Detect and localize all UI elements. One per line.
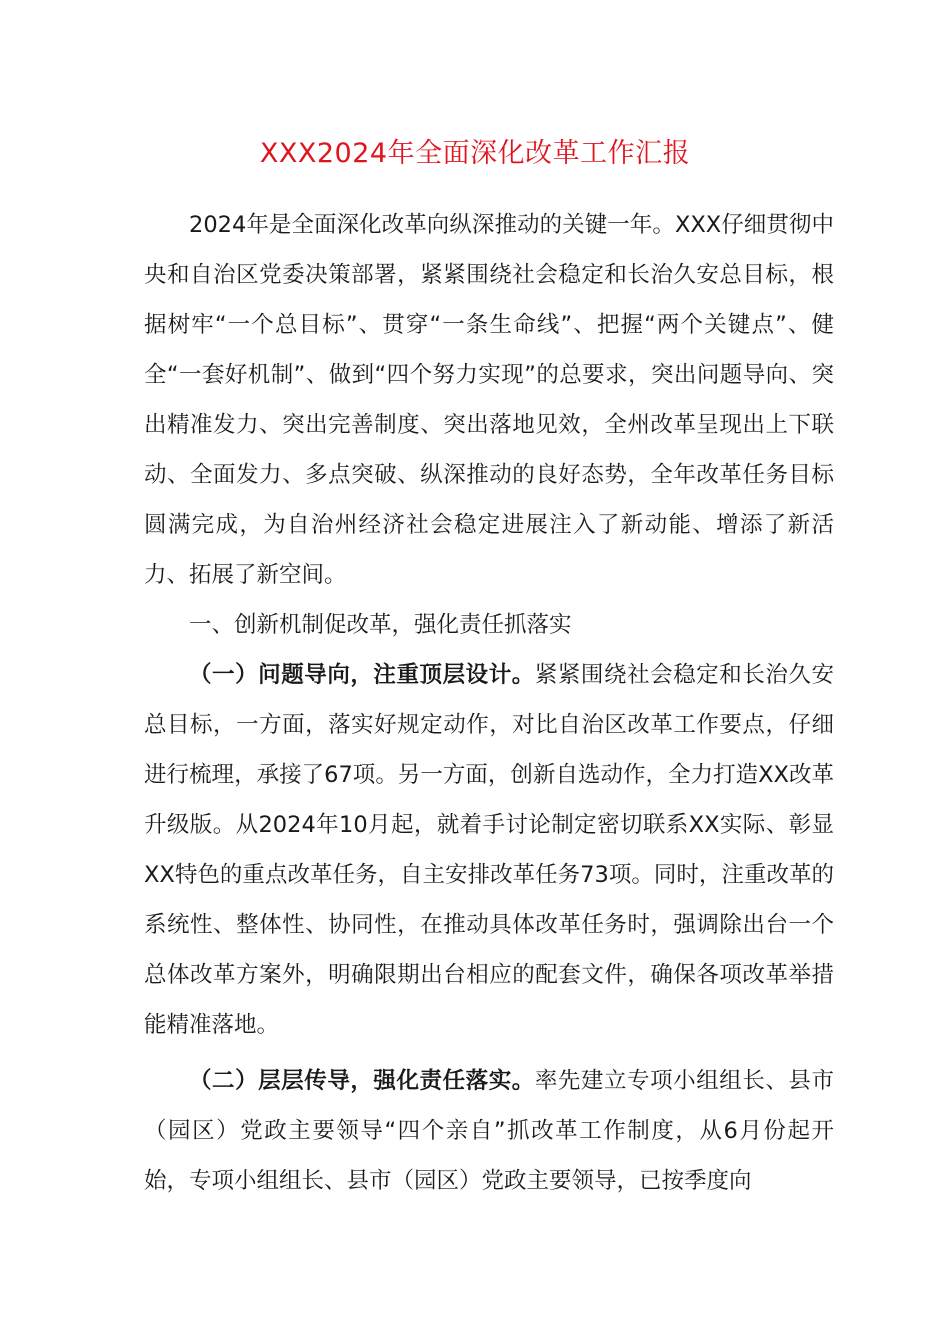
paragraph-lead: （二）层层传导，强化责任落实。 [189,1068,535,1094]
paragraph-text: 一、创新机制促改革，强化责任抓落实 [189,612,572,638]
paragraph-lead: （一）问题导向，注重顶层设计。 [189,662,535,688]
subsection-paragraph-1 [144,650,834,1050]
section-heading [144,600,834,650]
document-body [144,200,834,1206]
paragraph-text: 紧紧围绕社会稳定和长治久安总目标，一方面，落实好规定动作，对比自治区改革工作要点，仔细进行梳理，承接了67项。另一方面，创新自选动作，全力打造XX改革升级版。从2024年10月起，就着手讨论制定密切联系XX实际、彰显XX特色的重点改革任务，自主安排改革任务73项。同时，注重改革的系统性、整体性、协同性，在推动具体改革任务时，强调除出台一个总体改革方案外，明确限期出台相应的配套文件，确保各项改革举措能精准落地。 [144,662,834,1038]
subsection-paragraph-2 [144,1056,834,1206]
intro-paragraph [144,200,834,600]
document-title: XXX2024年全面深化改革工作汇报 [259,138,691,169]
paragraph-text: 2024年是全面深化改革向纵深推动的关键一年。XXX仔细贯彻中央和自治区党委决策部署，紧紧围绕社会稳定和长治久安总目标，根据树牢“一个总目标”、贯穿“一条生命线”、把握“两个关键点”、健全“一套好机制”、做到“四个努力实现”的总要求，突出问题导向、突出精准发力、突出完善制度、突出落地见效，全州改革呈现出上下联动、全面发力、多点突破、纵深推动的良好态势，全年改革任务目标圆满完成，为自治州经济社会稳定进展注入了新动能、增添了新活力、拓展了新空间。 [144,212,834,588]
paragraph-text: 率先建立专项小组组长、县市（园区）党政主要领导“四个亲自”抓改革工作制度，从6月份起开始，专项小组组长、县市（园区）党政主要领导，已按季度向 [144,1068,834,1194]
